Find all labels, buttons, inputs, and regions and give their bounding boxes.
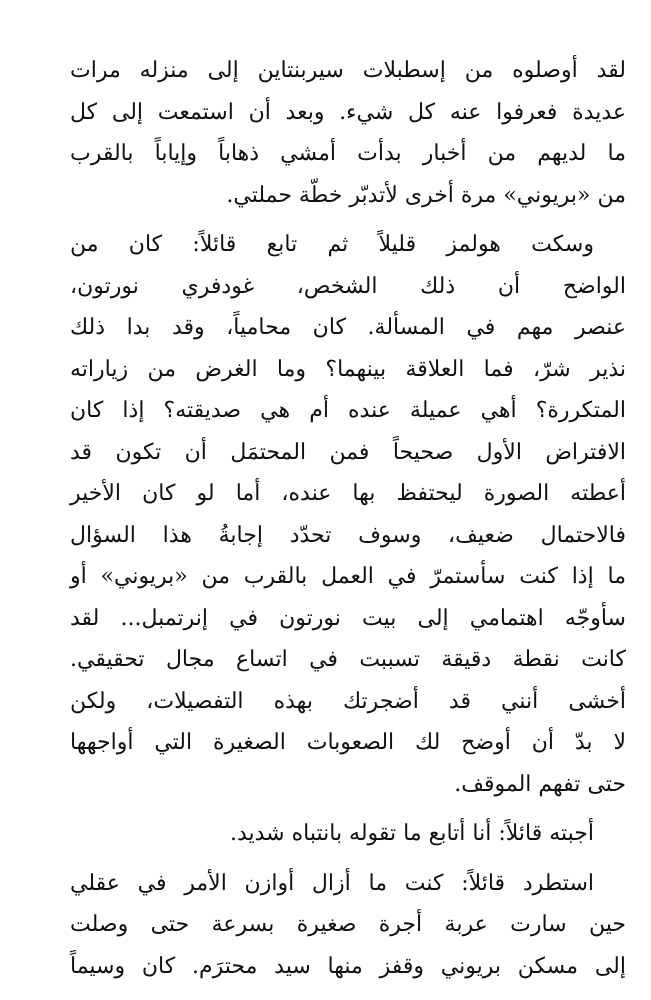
paragraph-gap xyxy=(70,855,626,863)
paragraph-gap xyxy=(70,805,626,813)
paragraph-gap xyxy=(70,216,626,224)
text-line: أعطته الصورة ليحتفظ بها عنده، أما لو كان الأخير xyxy=(70,481,626,506)
paragraph-2 xyxy=(70,224,626,805)
text-line: لقد أوصلوه من إسطبلات سيربنتاين إلى منزله مرات xyxy=(70,58,626,83)
text-line: كانت نقطة دقيقة تسببت في اتساع مجال تحقيقي. xyxy=(70,647,626,672)
text-line: عديدة فعرفوا عنه كل شيء. وبعد أن استمعت إلى كل xyxy=(70,99,626,125)
text-line: الافتراض الأول صحيحاً فمن المحتمَل أن تكون قد xyxy=(70,439,626,465)
text-line: أخشى أنني قد أضجرتك بهذه التفصيلات، ولكن xyxy=(70,688,626,714)
text-line: عنصر مهم في المسألة. كان محامياً، وقد بدا ذلك xyxy=(70,315,626,340)
text-line: سأوجّه اهتمامي إلى بيت نورتون في إنرتمبل... لقد xyxy=(70,605,626,631)
text-line: أجبته قائلاً: أنا أتابع ما تقوله بانتباه شديد. xyxy=(229,821,594,846)
text-line: وسكت هولمز قليلاً ثم تابع قائلاً: كان من xyxy=(70,232,594,257)
text-line: من «بريوني» مرة أخرى لأتدبّر خطّة حملتي. xyxy=(226,182,626,208)
text-line: لا بدّ أن أوضح لك الصعوبات الصغيرة التي أواجهها xyxy=(70,730,626,755)
text-line: ما إذا كنت سأستمرّ في العمل بالقرب من «بريوني» أو xyxy=(70,564,626,589)
text-line: استطرد قائلاً: كنت ما أزال أوازن الأمر في عقلي xyxy=(70,870,594,896)
text-line: المتكررة؟ أهي عميلة عنده أم هي صديقته؟ إذا كان xyxy=(70,398,626,423)
text-line: فالاحتمال ضعيف، وسوف تحدّد إجابةُ هذا السؤال xyxy=(70,522,626,548)
text-line: ما لديهم من أخبار بدأت أمشي ذهاباً وإياباً بالقرب xyxy=(70,141,626,166)
text-line: حين سارت عربة أجرة صغيرة بسرعة حتى وصلت xyxy=(70,912,626,937)
text-line: الواضح أن ذلك الشخص، غودفري نورتون، xyxy=(70,273,626,299)
book-page xyxy=(70,50,626,987)
paragraph-1 xyxy=(70,50,626,216)
text-line: إلى مسكن بريوني وقفز منها سيد محترَم. كان وسيماً xyxy=(70,953,626,979)
text-line: نذير شرّ، فما العلاقة بينهما؟ وما الغرض من زياراته xyxy=(70,356,626,382)
paragraph-3 xyxy=(70,813,626,855)
paragraph-4 xyxy=(70,863,626,988)
text-line: حتى تفهم الموقف. xyxy=(454,771,626,797)
